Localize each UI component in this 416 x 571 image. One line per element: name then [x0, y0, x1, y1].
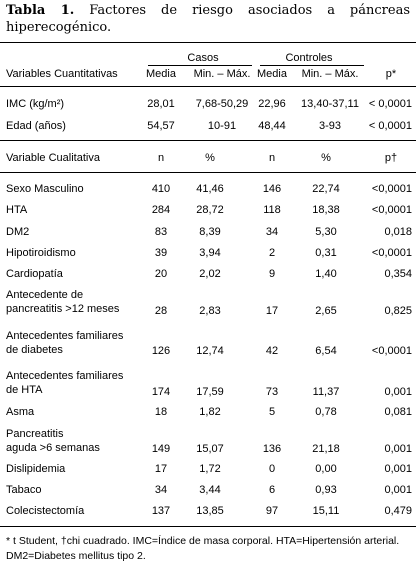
qual-row-3-p: <0,0001	[371, 247, 412, 259]
qual-row-8-pct-casos: 1,82	[199, 406, 221, 418]
qual-row-0-n-casos: 410	[151, 183, 171, 195]
quant-header-rule	[0, 86, 416, 87]
qual-row-1-variable: HTA	[6, 204, 28, 216]
qual-row-0-pct-controles: 22,74	[312, 183, 340, 195]
qual-header-n-casos: n	[157, 152, 165, 164]
qual-row-7-variable-line2: de HTA	[6, 384, 43, 396]
qual-row-9-n-controles: 136	[262, 443, 282, 455]
quant-row-0-p: < 0,0001	[368, 98, 412, 110]
group-casos: Casos	[187, 52, 219, 64]
qual-row-11-pct-controles: 0,93	[315, 484, 337, 496]
qual-row-9-p: 0,001	[384, 443, 412, 455]
qual-row-10-n-controles: 0	[268, 463, 276, 475]
quant-row-0-range-casos: 7,68-50,29	[195, 98, 249, 110]
qual-row-8-p: 0,081	[384, 406, 412, 418]
qual-row-11-pct-casos: 3,44	[199, 484, 221, 496]
qual-row-11-variable: Tabaco	[6, 484, 42, 496]
table-caption: Factores de riesgo asociados a páncreas hiperecogénico.	[6, 3, 410, 35]
qual-row-5-pct-casos: 2,83	[199, 305, 221, 317]
qual-row-11-n-controles: 6	[268, 484, 276, 496]
qual-row-3-pct-controles: 0,31	[315, 247, 337, 259]
quant-header-media-casos: Media	[146, 68, 176, 80]
qual-row-0-pct-casos: 41,46	[196, 183, 224, 195]
quant-header-range-controles: Min. – Máx.	[301, 68, 359, 80]
qual-row-0-n-controles: 146	[262, 183, 282, 195]
qual-row-3-pct-casos: 3,94	[199, 247, 221, 259]
qual-row-9-pct-controles: 21,18	[312, 443, 340, 455]
qual-row-7-p: 0,001	[384, 386, 412, 398]
quant-row-1-media-controles: 48,44	[258, 120, 286, 132]
qual-row-5-n-controles: 17	[265, 305, 279, 317]
controles-underline	[260, 65, 364, 66]
table-footnote: * t Student, †chi cuadrado. IMC=Índice de masa corporal. HTA=Hipertensión arterial. DM2=Diabetes mellitus tipo 2.	[6, 535, 400, 562]
qual-row-11-p: 0,001	[384, 484, 412, 496]
qual-row-12-p: 0,479	[384, 505, 412, 517]
qual-header-n-controles: n	[268, 152, 276, 164]
qual-row-5-p: 0,825	[384, 305, 412, 317]
qual-row-7-variable-line1: Antecedentes familiares	[6, 370, 124, 382]
qual-row-3-variable: Hipotiroidismo	[6, 247, 76, 259]
quant-row-0-variable: IMC (kg/m²)	[6, 98, 65, 110]
quant-row-1-variable: Edad (años)	[6, 120, 66, 132]
quant-header-p: p*	[385, 68, 397, 80]
qual-row-5-variable-line1: Antecedente de	[6, 289, 84, 301]
qual-row-2-pct-controles: 5,30	[315, 226, 337, 238]
qual-header-variable: Variable Cualitativa	[6, 152, 100, 164]
qual-row-2-p: 0,018	[384, 226, 412, 238]
qual-row-0-p: <0,0001	[371, 183, 412, 195]
qual-row-7-n-controles: 73	[265, 386, 279, 398]
quant-row-0-range-controles: 13,40-37,11	[301, 98, 359, 110]
qual-row-10-variable: Dislipidemia	[6, 463, 66, 475]
qual-row-4-n-controles: 9	[268, 268, 276, 280]
qual-row-10-p: 0,001	[384, 463, 412, 475]
quant-header-range-casos: Min. – Máx.	[193, 68, 251, 80]
qual-row-2-variable: DM2	[6, 226, 30, 238]
qual-row-6-n-casos: 126	[151, 345, 171, 357]
qual-header-p: p†	[384, 152, 398, 164]
qual-row-5-pct-controles: 2,65	[315, 305, 337, 317]
qual-row-6-pct-controles: 6,54	[315, 345, 337, 357]
qual-row-9-variable-line1: Pancreatitis	[6, 428, 64, 440]
qual-row-4-variable: Cardiopatía	[6, 268, 63, 280]
qual-row-4-n-casos: 20	[154, 268, 168, 280]
qual-row-5-n-casos: 28	[154, 305, 168, 317]
table-label: Tabla 1.	[6, 3, 75, 18]
qual-row-10-n-casos: 17	[154, 463, 168, 475]
qual-row-4-p: 0,354	[384, 268, 412, 280]
quant-header-variable: Variables Cuantitativas	[6, 68, 118, 80]
qual-row-1-n-casos: 284	[151, 204, 171, 216]
qual-row-3-n-controles: 2	[268, 247, 276, 259]
qual-row-5-variable-line2: pancreatitis >12 meses	[6, 303, 120, 315]
quant-row-1-range-controles: 3-93	[318, 120, 342, 132]
qual-row-6-pct-casos: 12,74	[196, 345, 224, 357]
qual-row-4-pct-controles: 1,40	[315, 268, 337, 280]
qual-row-1-p: <0,0001	[371, 204, 412, 216]
group-controles: Controles	[285, 52, 333, 64]
qual-row-8-variable: Asma	[6, 406, 35, 418]
qual-row-2-n-casos: 83	[154, 226, 168, 238]
qual-row-1-n-controles: 118	[263, 204, 281, 216]
qual-row-2-pct-casos: 8,39	[199, 226, 221, 238]
qual-row-6-n-controles: 42	[265, 345, 279, 357]
qual-row-12-pct-controles: 15,11	[312, 505, 340, 517]
qual-row-2-n-controles: 34	[265, 226, 279, 238]
qual-header-pct-casos: %	[205, 152, 215, 164]
qual-row-4-pct-casos: 2,02	[199, 268, 221, 280]
quant-bottom-rule	[0, 140, 416, 141]
top-rule	[0, 42, 416, 43]
quant-row-1-range-casos: 10-91	[207, 120, 237, 132]
qual-row-6-p: <0,0001	[371, 345, 412, 357]
qual-row-10-pct-controles: 0,00	[315, 463, 337, 475]
quant-row-0-media-casos: 28,01	[147, 98, 175, 110]
qual-header-rule	[0, 172, 416, 173]
quant-row-0-media-controles: 22,96	[258, 98, 286, 110]
qual-row-12-variable: Colecistectomía	[6, 505, 85, 517]
quant-row-1-p: < 0,0001	[368, 120, 412, 132]
qual-row-9-n-casos: 149	[151, 443, 171, 455]
qual-header-pct-controles: %	[321, 152, 331, 164]
qual-row-10-pct-casos: 1,72	[199, 463, 221, 475]
quant-row-1-media-casos: 54,57	[147, 120, 175, 132]
qual-row-12-n-controles: 97	[265, 505, 279, 517]
qual-row-7-pct-casos: 17,59	[196, 386, 224, 398]
qual-row-8-pct-controles: 0,78	[315, 406, 337, 418]
qual-row-12-n-casos: 137	[151, 505, 171, 517]
qual-row-0-variable: Sexo Masculino	[6, 183, 84, 195]
qual-row-7-pct-controles: 11,37	[312, 386, 340, 398]
qual-row-6-variable-line2: de diabetes	[6, 344, 63, 356]
qual-row-1-pct-casos: 28,72	[196, 204, 224, 216]
table-title	[6, 2, 410, 36]
qual-row-9-variable-line2: aguda >6 semanas	[6, 442, 100, 454]
qual-row-12-pct-casos: 13,85	[196, 505, 224, 517]
qual-row-11-n-casos: 34	[154, 484, 168, 496]
qual-row-3-n-casos: 39	[154, 247, 168, 259]
qual-row-1-pct-controles: 18,38	[312, 204, 340, 216]
qual-row-8-n-controles: 5	[268, 406, 276, 418]
qual-row-8-n-casos: 18	[154, 406, 168, 418]
quant-header-media-controles: Media	[257, 68, 287, 80]
qual-row-6-variable-line1: Antecedentes familiares	[6, 330, 124, 342]
bottom-rule	[0, 526, 416, 527]
qual-row-7-n-casos: 174	[151, 386, 171, 398]
casos-underline	[148, 65, 252, 66]
qual-row-9-pct-casos: 15,07	[196, 443, 224, 455]
